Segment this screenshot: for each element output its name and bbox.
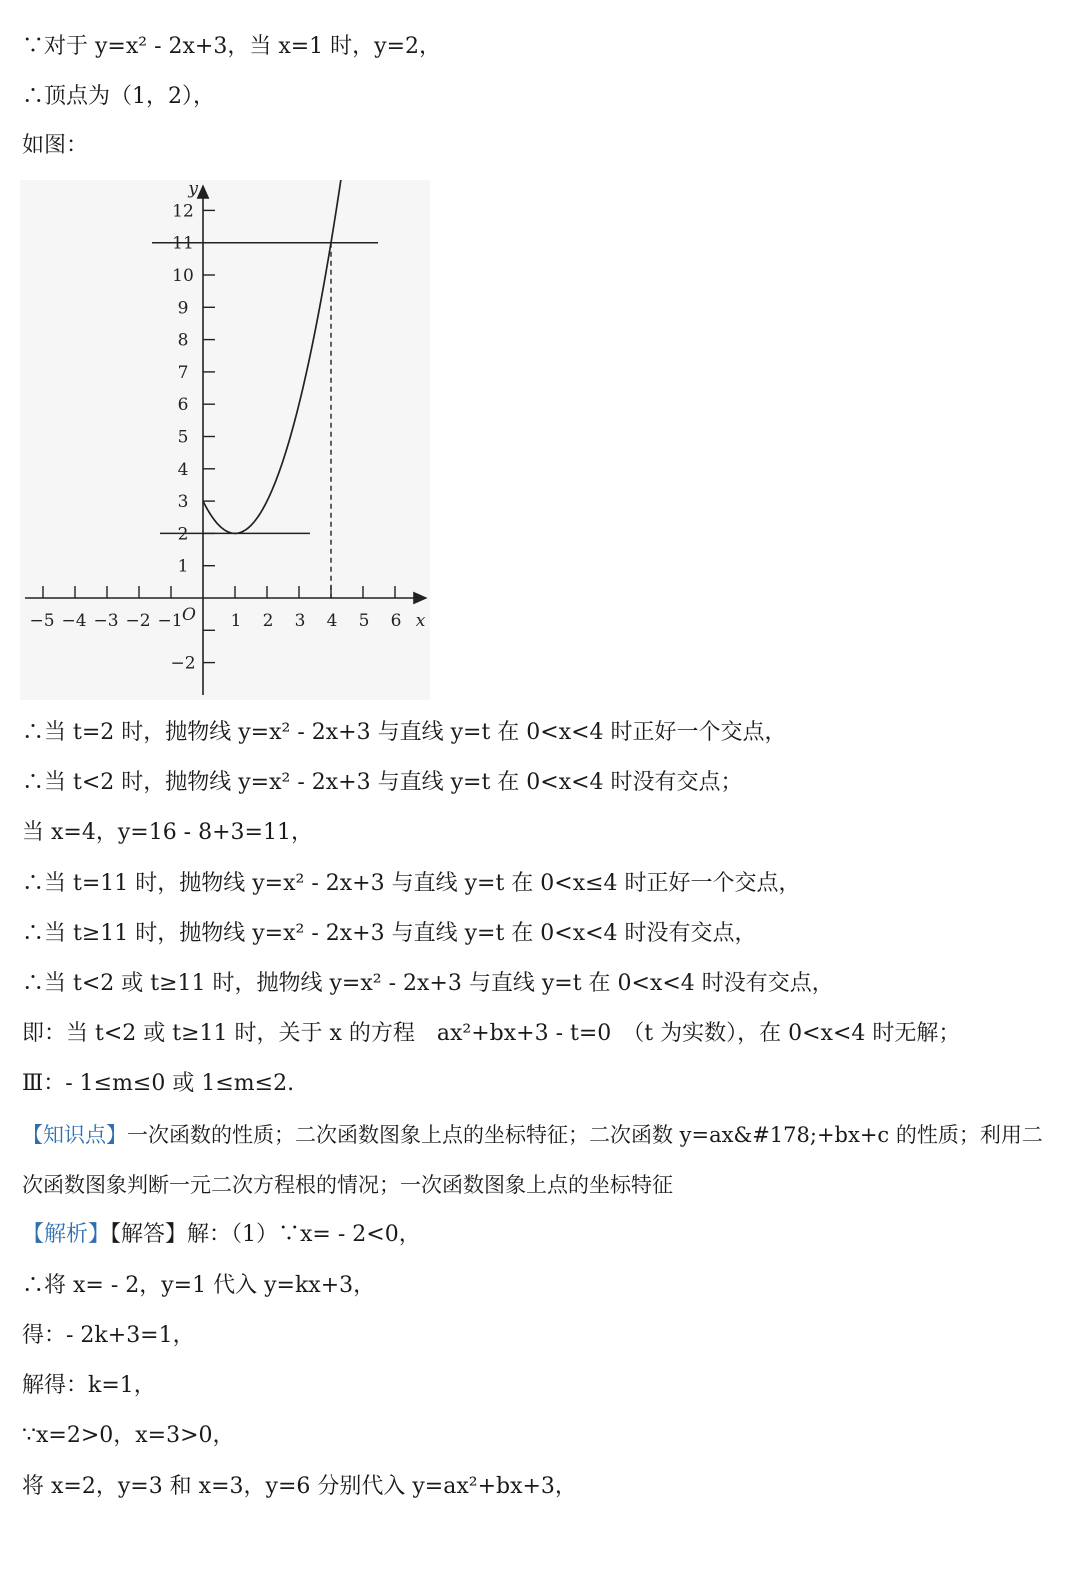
y-tick-label: 12: [172, 201, 194, 222]
y-tick-label: 2: [177, 524, 189, 545]
knowledge-line-2: 次函数图象判断一元二次方程根的情况；一次函数图象上点的坐标特征: [22, 1173, 673, 1197]
y-tick-label: 9: [177, 298, 189, 319]
analysis-text: 解：（1）∵x= - 2<0，: [187, 1222, 421, 1247]
graph-svg: [20, 180, 430, 700]
text-line: Ⅲ：- 1≤m≤0 或 1≤m≤2.: [22, 1071, 295, 1096]
text-line: 得：- 2k+3=1，: [22, 1323, 195, 1348]
y-axis-label: y: [188, 180, 198, 199]
answer-label: 【解答】: [110, 1222, 188, 1247]
x-tick-label: −5: [29, 611, 55, 631]
text-line: ∵x=2>0，x=3>0，: [22, 1423, 235, 1448]
x-tick-label: −4: [61, 611, 87, 631]
text-line: ∴当 t<2 或 t≥11 时，抛物线 y=x² - 2x+3 与直线 y=t 在 0<x<4 时没有交点，: [22, 971, 834, 996]
parabola-graph: [20, 180, 430, 700]
y-tick-label: 3: [177, 492, 189, 513]
x-tick-label: 1: [230, 611, 242, 631]
x-tick-label: 4: [326, 611, 338, 631]
text-line: 如图：: [22, 133, 89, 158]
y-tick-label: 1: [177, 556, 189, 577]
y-tick-label: 5: [177, 427, 189, 448]
y-tick-label: 6: [177, 395, 189, 416]
analysis-line: [22, 1220, 421, 1250]
text-line: ∴将 x= - 2，y=1 代入 y=kx+3，: [22, 1273, 376, 1298]
analysis-label: 【解析】: [22, 1222, 111, 1247]
origin-label: O: [182, 605, 196, 625]
text-line: 即：当 t<2 或 t≥11 时，关于 x 的方程 ax²+bx+3 - t=0 （t 为实数），在 0<x<4 时无解；: [22, 1021, 961, 1046]
knowledge-line: [22, 1120, 1043, 1150]
text-line: ∴当 t=2 时，抛物线 y=x² - 2x+3 与直线 y=t 在 0<x<4 时正好一个交点，: [22, 720, 787, 745]
y-tick-label: 11: [172, 233, 194, 254]
text-line: ∴当 t=11 时，抛物线 y=x² - 2x+3 与直线 y=t 在 0<x≤4 时正好一个交点，: [22, 871, 801, 896]
y-tick-label: 7: [177, 362, 189, 383]
text-line: ∴顶点为（1，2），: [22, 84, 215, 109]
knowledge-text: 一次函数的性质；二次函数图象上点的坐标特征；二次函数 y=ax&#178;+bx+c 的性质；利用二: [127, 1123, 1043, 1147]
y-tick-label: 4: [177, 459, 189, 480]
x-tick-label: −1: [157, 611, 183, 631]
knowledge-label: 【知识点】: [22, 1123, 127, 1147]
text-line: ∵对于 y=x² - 2x+3，当 x=1 时，y=2，: [22, 34, 442, 59]
x-tick-label: −2: [125, 611, 151, 631]
text-line: 解得：k=1，: [22, 1373, 156, 1398]
text-line: 将 x=2，y=3 和 x=3，y=6 分别代入 y=ax²+bx+3，: [22, 1474, 577, 1499]
text-line: 当 x=4，y=16 - 8+3=11，: [22, 820, 313, 845]
y-tick-label: −2: [170, 653, 196, 674]
x-tick-label: 2: [262, 611, 274, 631]
y-tick-label: 8: [177, 330, 189, 351]
x-tick-label: −3: [93, 611, 119, 631]
x-axis-label: x: [415, 611, 426, 631]
x-tick-label: 6: [390, 611, 402, 631]
y-tick-label: 10: [172, 266, 194, 286]
parabola-curve: [203, 180, 344, 533]
x-tick-label: 5: [358, 611, 370, 631]
x-tick-label: 3: [294, 611, 306, 631]
text-line: ∴当 t≥11 时，抛物线 y=x² - 2x+3 与直线 y=t 在 0<x<4 时没有交点，: [22, 921, 757, 946]
text-line: ∴当 t<2 时，抛物线 y=x² - 2x+3 与直线 y=t 在 0<x<4 时没有交点；: [22, 770, 743, 795]
